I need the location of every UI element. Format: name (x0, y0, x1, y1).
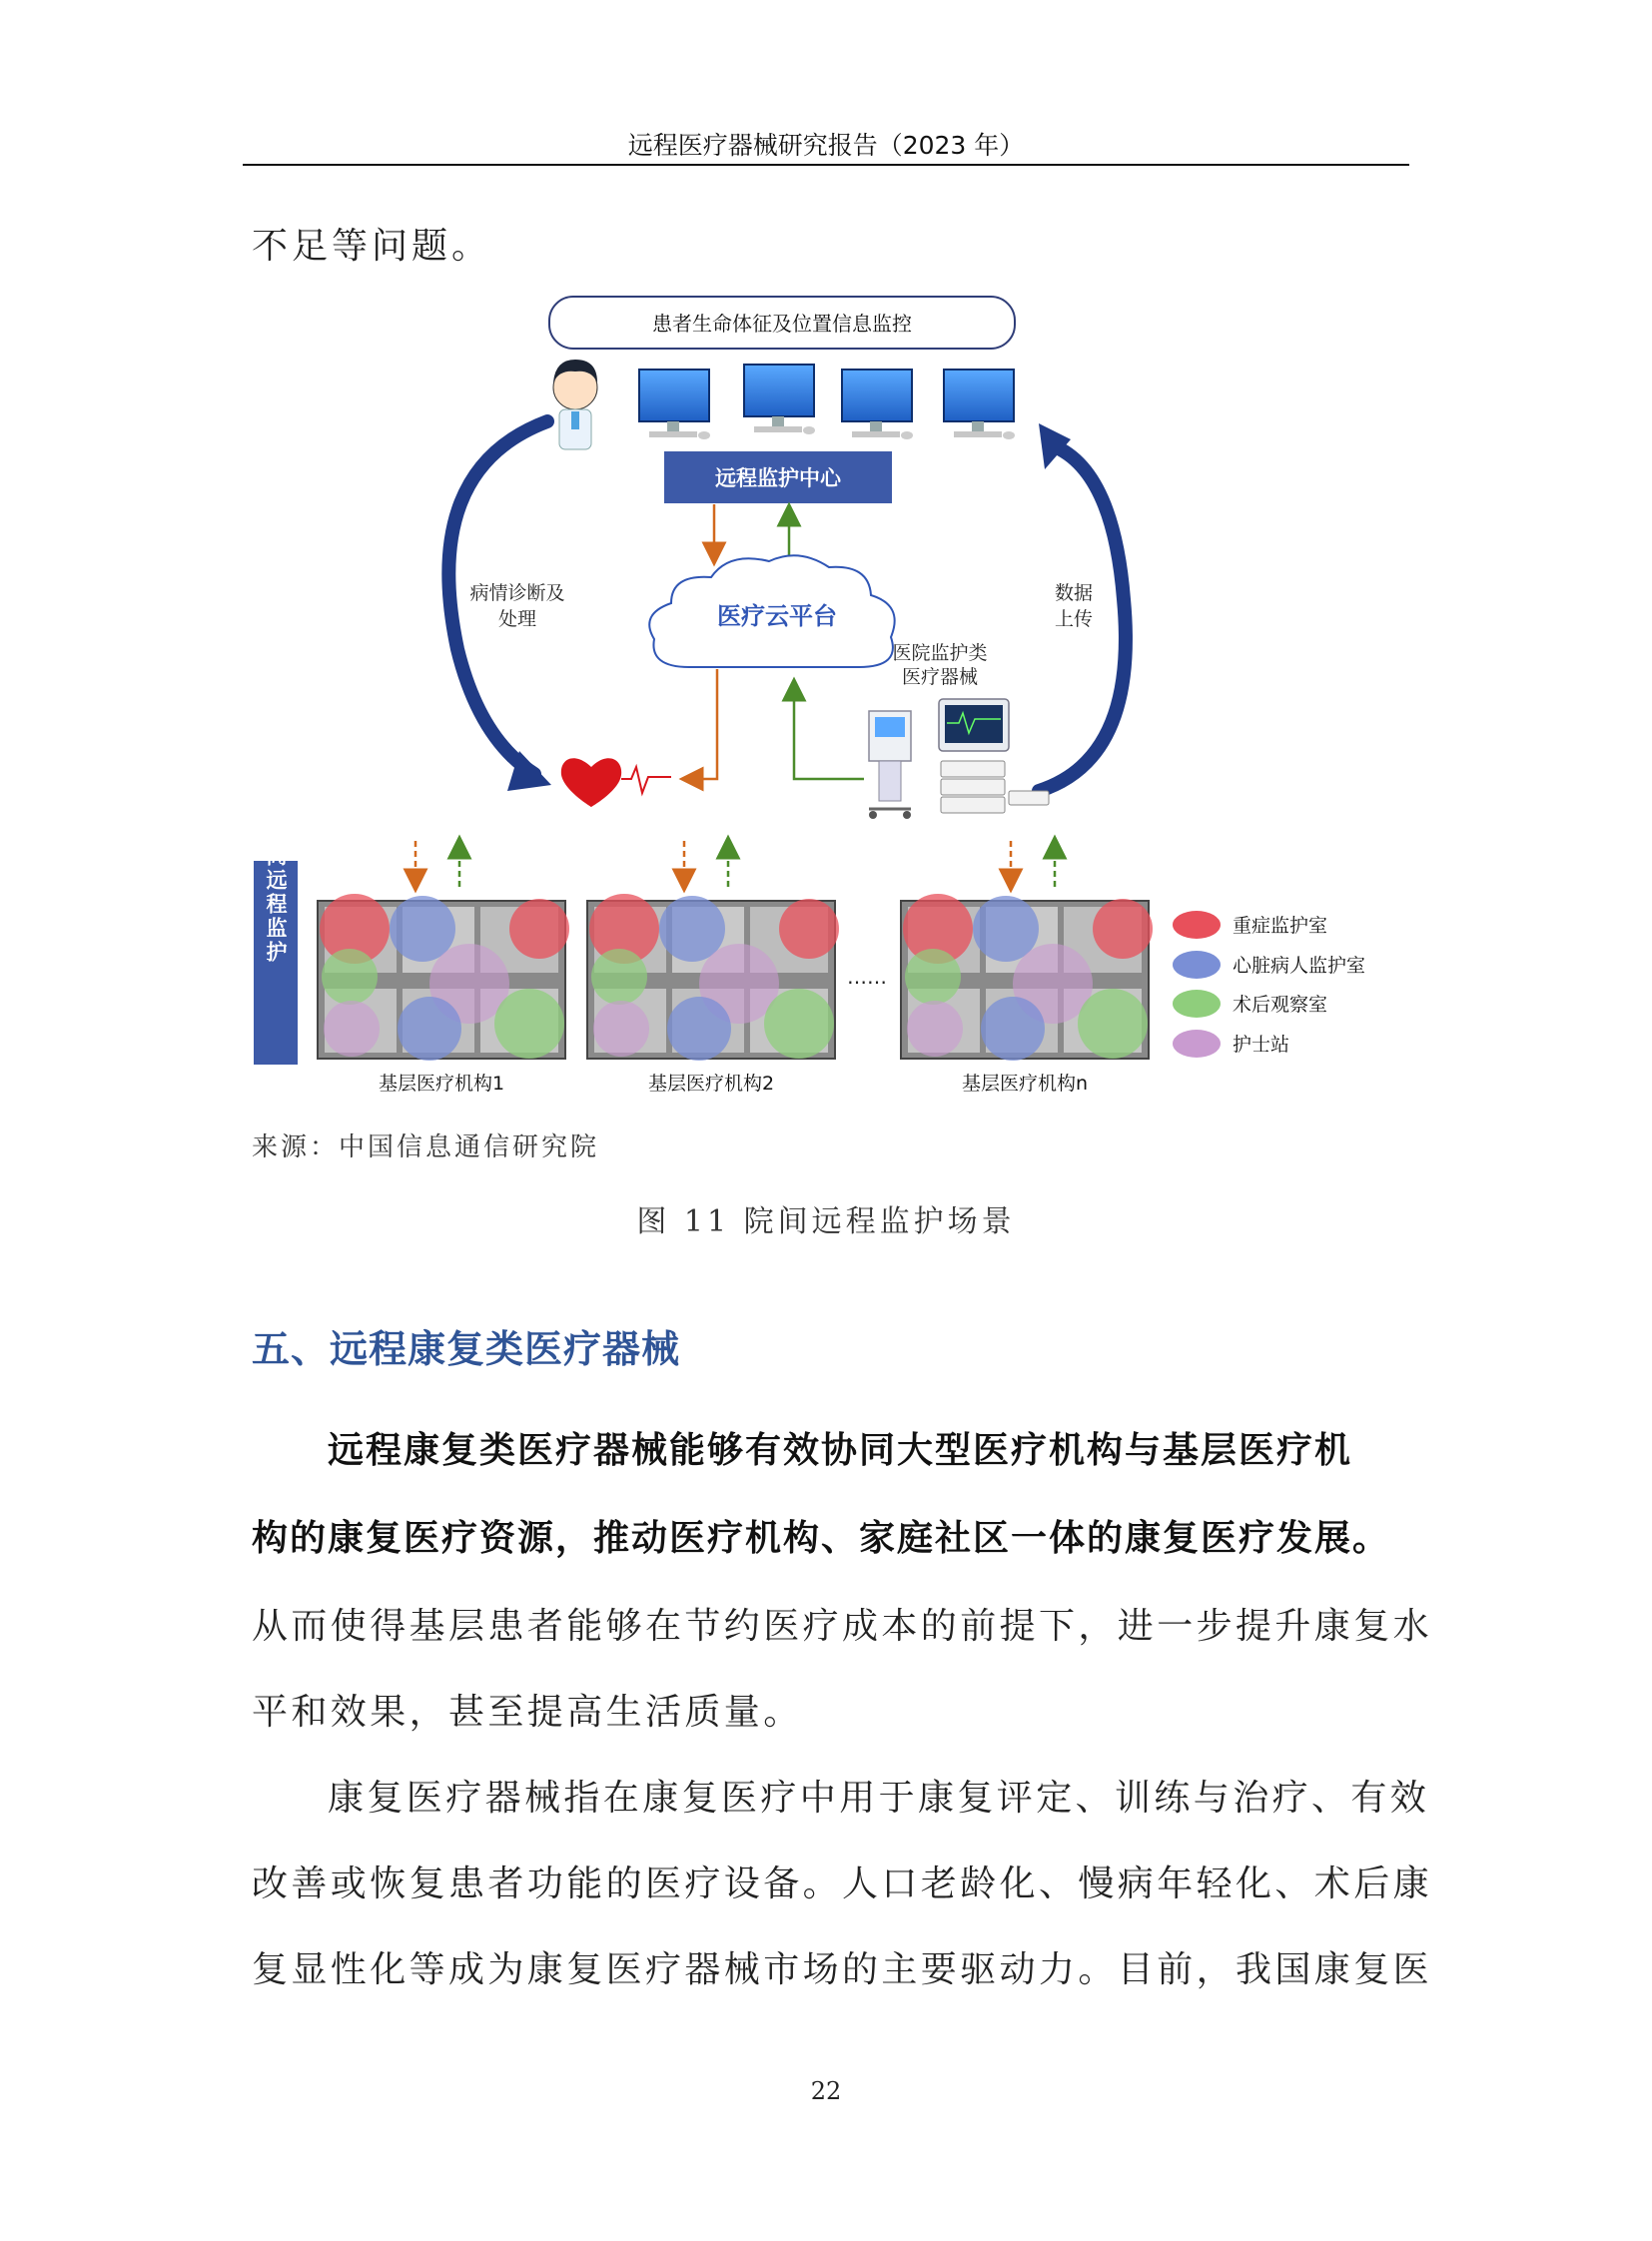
continuation-text: 不足等问题。 (252, 226, 492, 267)
legend-label-icu: 重症监护室 (1233, 915, 1328, 937)
monitor-icon (842, 370, 913, 439)
side-label-box (254, 821, 298, 1065)
device-label-1: 医院监护类 (892, 642, 988, 664)
institution-label-2: 基层医疗机构2 (647, 1073, 775, 1095)
page-number: 22 (810, 2077, 842, 2105)
legend-swatch-nurse (1173, 1030, 1221, 1058)
institution-label-1: 基层医疗机构1 (378, 1073, 505, 1095)
remote-monitoring-diagram (240, 282, 1408, 1101)
banner-text: 患者生命体征及位置信息监控 (652, 312, 912, 336)
side-label-text: 院间远程监护 (264, 821, 288, 965)
monitoring-banner (549, 297, 1015, 349)
doctor-icon (553, 360, 597, 449)
left-arrow-label-2: 处理 (497, 608, 537, 630)
header-title: 远程医疗器械研究报告（2023 年） (627, 131, 1025, 160)
cloud-text: 医疗云平台 (717, 602, 837, 630)
right-arrow-label-2: 上传 (1054, 608, 1094, 630)
page-header (243, 124, 1409, 166)
legend-label-postop: 术后观察室 (1233, 994, 1328, 1016)
heart-icon (561, 758, 671, 807)
paragraph-line: 复显性化等成为康复医疗器械市场的主要驱动力。目前，我国康复医 (252, 1949, 1433, 1990)
ellipsis: …… (847, 965, 887, 989)
paragraph-line: 远程康复类医疗器械能够有效协同大型医疗机构与基层医疗机 (328, 1430, 1353, 1471)
figure-source: 来源：中国信息通信研究院 (252, 1132, 600, 1162)
monitor-icon (639, 370, 710, 439)
floor-plan-2 (587, 894, 839, 1061)
monitor-icons (639, 365, 1015, 439)
legend-swatch-postop (1173, 990, 1221, 1018)
institution-label-n: 基层医疗机构n (961, 1073, 1089, 1095)
paragraph-line: 构的康复医疗资源，推动医疗机构、家庭社区一体的康复医疗发展。 (252, 1518, 1391, 1559)
monitoring-center-box (664, 451, 892, 503)
flow-arrows (415, 841, 1055, 887)
medical-devices-icon (869, 699, 1049, 819)
paragraph-line: 平和效果，甚至提高生活质量。 (252, 1692, 803, 1733)
floor-plan-1 (318, 894, 569, 1061)
paragraph-line: 康复医疗器械指在康复医疗中用于康复评定、训练与治疗、有效 (328, 1778, 1430, 1819)
left-arrow-label-1: 病情诊断及 (469, 582, 565, 604)
legend (1173, 911, 1365, 1058)
section-title: 五、远程康复类医疗器械 (252, 1327, 681, 1371)
device-label-2: 医疗器械 (901, 666, 979, 688)
cloud-platform (649, 555, 894, 667)
right-arrow-label-1: 数据 (1054, 582, 1094, 604)
monitor-icon (944, 370, 1015, 439)
legend-swatch-icu (1173, 911, 1221, 939)
paragraph-line: 改善或恢复患者功能的医疗设备。人口老龄化、慢病年轻化、术后康 (252, 1864, 1433, 1904)
floor-plan-n (901, 894, 1153, 1061)
center-box-text: 远程监护中心 (715, 466, 841, 490)
paragraph-line: 从而使得基层患者能够在节约医疗成本的前提下，进一步提升康复水 (252, 1606, 1433, 1647)
legend-label-cardiac: 心脏病人监护室 (1233, 955, 1366, 977)
legend-label-nurse: 护士站 (1233, 1034, 1290, 1056)
figure-caption: 图 11 院间远程监护场景 (636, 1204, 1016, 1239)
monitor-icon (744, 365, 815, 434)
legend-swatch-cardiac (1173, 951, 1221, 979)
